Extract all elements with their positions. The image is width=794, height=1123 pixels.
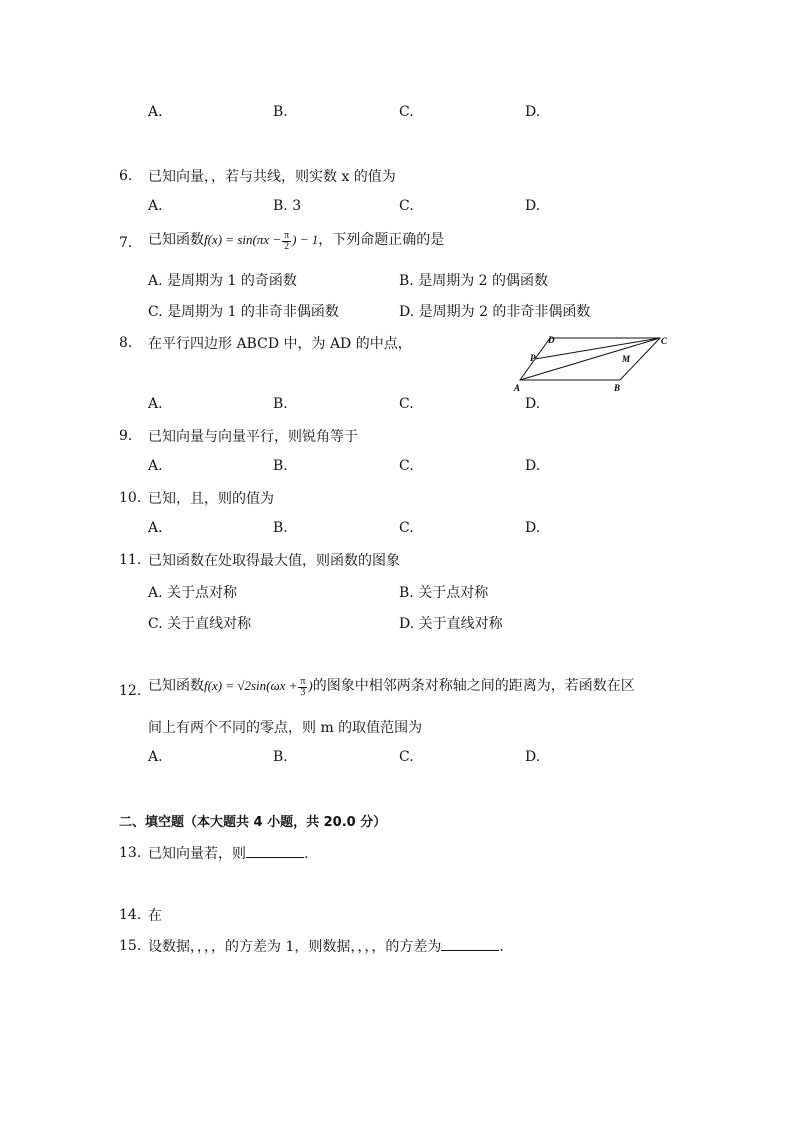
- question-text-line2: 间上有两个不同的零点，则 m 的取值范围为: [148, 720, 423, 736]
- formula-right: ): [308, 678, 313, 693]
- label-d: D: [548, 335, 555, 345]
- function-formula: [204, 229, 319, 252]
- question-body: 已知向量若，则: [148, 846, 246, 862]
- q5-option-d: D.: [525, 104, 541, 120]
- label-a: A: [514, 383, 521, 393]
- q6-option-d: D.: [525, 198, 541, 214]
- function-formula: [204, 675, 313, 698]
- question-suffix: 的图象中相邻两条对称轴之间的距离为，若函数在区: [312, 678, 635, 694]
- formula-left: f(x) = sin(πx −: [204, 232, 282, 247]
- diagonal-ac: [520, 338, 660, 380]
- q8-option-a: A.: [148, 396, 163, 412]
- q12-option-a: A.: [148, 749, 163, 765]
- q10-option-b: B.: [273, 520, 288, 536]
- question-prefix: 已知函数: [148, 678, 204, 694]
- q6-option-a: A.: [148, 198, 163, 214]
- fraction-denominator: 3: [300, 686, 306, 698]
- q7-option-c: C. 是周期为 1 的非奇非偶函数: [148, 304, 339, 320]
- question-number: 6.: [119, 168, 133, 184]
- label-b: B: [614, 383, 621, 393]
- label-c: C: [661, 336, 668, 346]
- answer-blank[interactable]: [441, 938, 499, 951]
- question-text: 在: [148, 908, 162, 924]
- q9-option-d: D.: [525, 458, 541, 474]
- q8-option-c: C.: [399, 396, 414, 412]
- q6-option-c: C.: [399, 198, 414, 214]
- question-text: 已知函数在处取得最大值，则函数的图象: [148, 553, 400, 569]
- q7-option-a: A. 是周期为 1 的奇函数: [148, 273, 297, 289]
- q12-option-b: B.: [273, 749, 288, 765]
- formula-left: f(x) = √2sin(ωx +: [204, 678, 298, 693]
- question-text: [148, 936, 504, 956]
- q12-option-c: C.: [399, 749, 414, 765]
- q10-option-a: A.: [148, 520, 163, 536]
- answer-blank[interactable]: [246, 845, 304, 858]
- question-number: 13.: [119, 845, 142, 861]
- q9-option-a: A.: [148, 458, 163, 474]
- question-number: 7.: [119, 235, 133, 251]
- q10-option-d: D.: [525, 520, 541, 536]
- q5-option-a: A.: [148, 104, 163, 120]
- q11-option-a: A. 关于点对称: [148, 585, 238, 601]
- q11-option-d: D. 关于直线对称: [399, 616, 503, 632]
- q8-option-d: D.: [525, 396, 541, 412]
- question-period: .: [499, 939, 504, 955]
- parallelogram-figure: [510, 332, 675, 396]
- fraction-numerator: π: [284, 229, 290, 241]
- label-p: P: [530, 353, 536, 363]
- q7-option-b: B. 是周期为 2 的偶函数: [399, 273, 548, 289]
- question-number: 10.: [119, 490, 142, 506]
- question-number: 11.: [119, 552, 142, 568]
- q12-option-d: D.: [525, 749, 541, 765]
- label-m: M: [622, 354, 631, 364]
- q5-option-c: C.: [399, 104, 414, 120]
- question-text: [148, 229, 444, 252]
- q10-option-c: C.: [399, 520, 414, 536]
- question-number: 9.: [119, 428, 133, 444]
- q7-option-d: D. 是周期为 2 的非奇非偶函数: [399, 304, 591, 320]
- question-number: 14.: [119, 907, 142, 923]
- question-text: 已知，且，则的值为: [148, 491, 274, 507]
- question-number: 15.: [119, 938, 142, 954]
- question-number: 12.: [119, 683, 142, 699]
- question-text: [148, 675, 635, 698]
- question-text: 已知向量与向量平行，则锐角等于: [148, 429, 358, 445]
- q9-option-b: B.: [273, 458, 288, 474]
- fraction-numerator: π: [300, 675, 306, 687]
- question-body: 设数据，，，，的方差为 1，则数据，，，，的方差为: [148, 939, 442, 955]
- question-suffix: ，下列命题正确的是: [318, 232, 445, 248]
- question-text: 在平行四边形 ABCD 中，为 AD 的中点，: [148, 336, 412, 352]
- section-heading: 二、填空题（本大题共 4 小题，共 20.0 分）: [119, 815, 387, 830]
- fraction: [282, 231, 291, 252]
- question-period: .: [304, 846, 309, 862]
- q11-option-b: B. 关于点对称: [399, 585, 489, 601]
- q8-option-b: B.: [273, 396, 288, 412]
- fraction: [298, 677, 307, 698]
- question-text: [148, 843, 308, 863]
- question-text: 已知向量，，若与共线，则实数 x 的值为: [148, 169, 396, 185]
- question-prefix: 已知函数: [148, 232, 204, 248]
- fraction-denominator: 2: [284, 240, 290, 252]
- q5-option-b: B.: [273, 104, 288, 120]
- q9-option-c: C.: [399, 458, 414, 474]
- formula-right: ) − 1: [292, 232, 319, 247]
- q6-option-b: B. 3: [273, 198, 302, 214]
- question-number: 8.: [119, 335, 133, 351]
- q11-option-c: C. 关于直线对称: [148, 616, 252, 632]
